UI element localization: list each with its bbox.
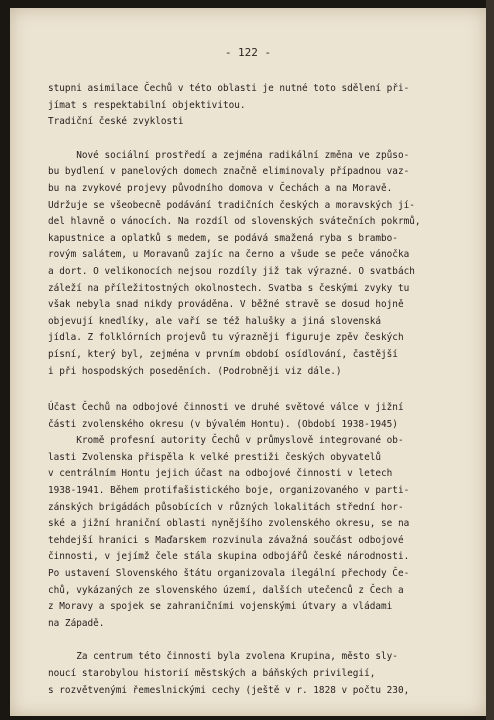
text-line: del hlavně o vánocích. Na rozdíl od slovenských svátečních pokrmů,: [48, 216, 421, 228]
text-line: Kromě profesní autority Čechů v průmyslově integrované ob-: [48, 435, 404, 447]
text-line: bu na zvykové projevy původního domova v Čechách a na Moravě.: [48, 182, 393, 194]
text-line: 1938-1941. Během protifašistického boje, organizovaného v parti-: [48, 485, 410, 497]
text-line: i při hospodských poseděních. (Podrobněji viz dále.): [48, 365, 342, 377]
text-line: bu bydlení v panelových domech značně eliminovaly případnou vaz-: [48, 166, 410, 178]
text-line: rovým salátem, u Moravanů zajíc na černo a všude se peče vánočka: [48, 249, 410, 261]
text-line: tehdejší hranici s Maďarskem rozvinula závažná součást odbojové: [48, 534, 404, 546]
text-line: jídla. Z folklórních projevů tu výrazněji figuruje zpěv českých: [48, 332, 404, 344]
text-line: chů, vykázaných ze slovenského území, dalších utečenců z Čech a: [48, 584, 404, 596]
text-line: noucí starobylou historií městských a báňských privilegií,: [48, 668, 376, 679]
text-line: Udržuje se všeobecně podávání tradičních českých a moravských jí-: [48, 199, 415, 211]
text-line: s rozvětvenými řemeslnickými cechy (ještě v r. 1828 v počtu 230,: [48, 684, 410, 696]
text-line: Za centrum této činnosti byla zvolena Krupina, město sly-: [48, 651, 398, 663]
text-line: lasti Zvolenska přispěla k velké prestiži českých obyvatelů: [48, 451, 382, 463]
text-line: na Západě.: [48, 617, 105, 629]
section-heading: Účast Čechů na odbojové činnosti ve druhé světové válce v jižní: [48, 402, 404, 414]
text-line: a dort. O velikonocích nejsou rozdíly již tak výrazné. O svatbách: [48, 265, 415, 277]
text-line: Po ustavení Slovenského štátu organizovala ilegální přechody Če-: [48, 568, 410, 580]
document-page: [10, 8, 486, 716]
text-line: v centrálním Hontu jejich účast na odbojové činnosti v letech: [48, 468, 393, 480]
section-heading: části zvolenského okresu (v bývalém Hontu). (Období 1938-1945): [48, 418, 398, 430]
text-line: záleží na příležitostných okolnostech. Svatba s českými zvyky tu: [48, 282, 410, 294]
text-line: písní, který byl, zejména v prvním období osídlování, častější: [48, 348, 398, 360]
text-line: objevují knedlíky, ale vaří se též halušky a jiná slovenská: [48, 315, 382, 327]
spacer: [48, 380, 460, 400]
text-line: kapustnice a oplatků s medem, se podává smažená ryba s brambo-: [48, 232, 398, 244]
text-line: stupni asimilace Čechů v této oblasti je nutné toto sdělení při-: [48, 83, 410, 94]
spacer: [48, 131, 460, 148]
text-line: zánských brigádách působících v různých lokalitách střední hor-: [48, 501, 404, 513]
spacer: [48, 632, 460, 649]
scan-edge: [486, 0, 494, 720]
body-text: [48, 81, 460, 699]
text-line: jímat s respektabilní objektivitou.: [48, 99, 246, 111]
text-line: činnosti, v jejímž čele stála skupina odbojářů české národnosti.: [48, 551, 410, 563]
text-line: však nebyla snad nikdy prováděna. V běžné stravě se dosud hojně: [48, 299, 404, 311]
text-line: ské a jižní hraniční oblasti nynějšího zvolenského okresu, se na: [48, 518, 410, 530]
section-heading: Tradiční české zvyklosti: [48, 116, 184, 128]
text-line: Nové sociální prostředí a zejména radikální změna ve způso-: [48, 149, 410, 161]
text-line: z Moravy a spojek se zahraničními vojenskými útvary a vládami: [48, 601, 393, 613]
page-number: - 122 -: [224, 46, 272, 59]
